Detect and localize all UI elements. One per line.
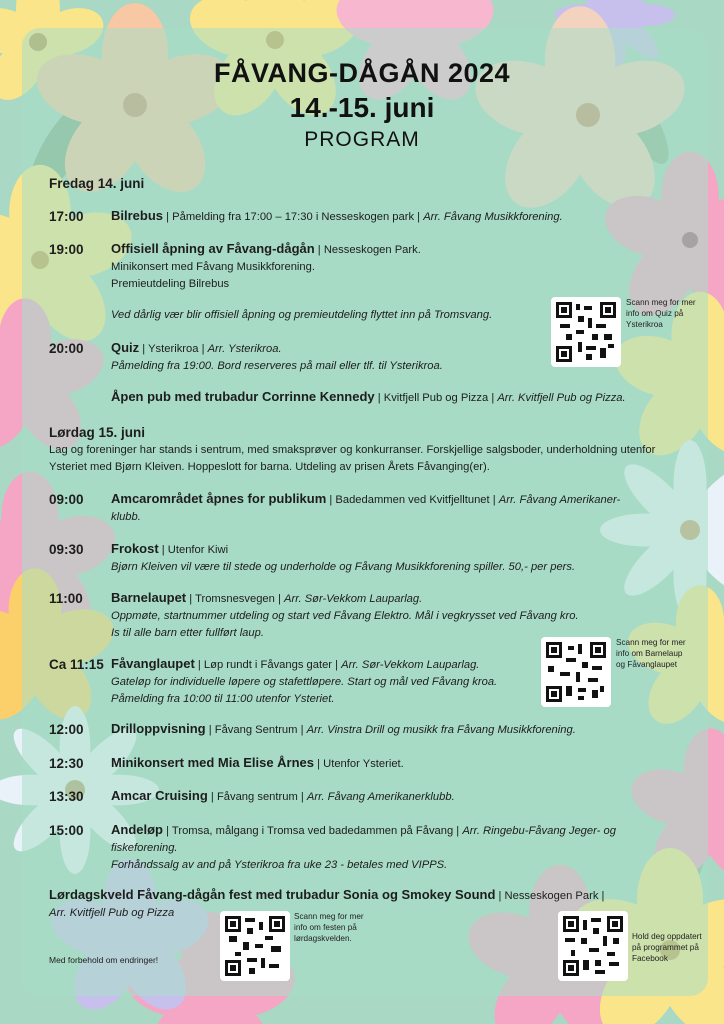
- event-time: 09:30: [49, 542, 84, 557]
- event-details: Badedammen ved Kvitfjelltunet: [335, 494, 490, 506]
- event-details: Utenfor Ysteriet.: [323, 758, 404, 770]
- event-details: Påmelding fra 17:00 – 17:30 i Nesseskogen park: [172, 211, 415, 223]
- event-entry: Amcar Cruising | Fåvang sentrum | Arr. Fåvang Amerikanerklubb.: [111, 788, 455, 803]
- event-organizer: Arr. Kvitfjell Pub og Pizza.: [497, 392, 626, 404]
- event-time: 11:00: [49, 591, 83, 606]
- event-time: 12:00: [49, 722, 84, 737]
- saturday-intro: Lag og foreninger har stands i sentrum, med smaksprøver og konkurranser. Forskjellige salgsboder, underholdning utenfor Ysteriet med Bjørn Kleiven. Hoppeslott for barna. Utdeling av prisen Årets Fåvanging(er).: [49, 444, 656, 473]
- event-details: Kvitfjell Pub og Pizza: [383, 392, 489, 404]
- day-heading-saturday: Lørdag 15. juni: [49, 425, 146, 440]
- event-details: Nesseskogen Park: [504, 890, 599, 902]
- event-entry: Barnelaupet | Tromsnesvegen | Arr. Sør-Vekkom Lauparlag. Oppmøte, startnummer utdeling og start ved Fåvang Elektro. Mål i vegkrysset ved Fåvang kro. Is til alle barn etter fullført laup.: [111, 589, 671, 642]
- event-organizer: Arr. Fåvang Amerikanerklubb.: [306, 791, 455, 803]
- event-time: Ca 11:15: [49, 657, 104, 672]
- event-name: Lørdagskveld Fåvang-dågån fest med trubadur Sonia og Smokey Sound: [49, 887, 496, 902]
- qr-code-facebook[interactable]: [558, 911, 628, 981]
- event-organizer: Arr. Vinstra Drill og musikk fra Fåvang Musikkforening.: [306, 724, 576, 736]
- event-name: Quiz: [111, 340, 140, 355]
- event-name: Bilrebus: [111, 208, 164, 223]
- page-title: FÅVANG-DÅGÅN 2024: [213, 58, 511, 88]
- qr-icon: [225, 916, 285, 976]
- event-name: Amcar Cruising: [111, 788, 208, 803]
- event-entry: Amcarområdet åpnes for publikum | Badedammen ved Kvitfjelltunet | Arr. Fåvang Amerikaner- klubb.: [111, 490, 671, 526]
- event-entry: Drilloppvisning | Fåvang Sentrum | Arr. Vinstra Drill og musikk fra Fåvang Musikkforening.: [111, 721, 576, 736]
- qr-code-laup[interactable]: [541, 637, 611, 707]
- day-heading-friday: Fredag 14. juni: [49, 176, 145, 191]
- event-entry: Fåvanglaupet | Løp rundt i Fåvangs gater | Arr. Sør-Vekkom Lauparlag. Gateløp for individuelle løpere og stafettløpere. Start og mål ved Fåvang kroa. Påmelding fra 10:00 til 11:00 utenfor Ysteriet.: [111, 655, 531, 708]
- event-time: 09:00: [49, 492, 84, 507]
- event-entry: Åpen pub med trubadur Corrinne Kennedy | Kvitfjell Pub og Pizza | Arr. Kvitfjell Pub og Pizza.: [111, 389, 626, 404]
- event-note: Is til alle barn etter fullført laup.: [111, 627, 264, 639]
- event-time: 17:00: [49, 209, 84, 224]
- event-name: Barnelaupet: [111, 590, 187, 605]
- qr-caption: Hold deg oppdatert på programmet på Facebook: [632, 932, 702, 963]
- event-organizer: Arr. Kvitfjell Pub og Pizza: [49, 907, 175, 919]
- event-organizer: Arr. Ysterikroa.: [207, 343, 282, 355]
- event-details: Tromsa, målgang i Tromsa ved badedammen på Fåvang: [171, 825, 454, 837]
- event-entry: Quiz | Ysterikroa | Arr. Ysterikroa. Påmelding fra 19:00. Bord reserveres på mail eller tlf. til Ysterikroa.: [111, 339, 541, 375]
- event-entry: Frokost | Utenfor Kiwi Bjørn Kleiven vil være til stede og underholde og Fåvang Musikkforening spiller. 50,- per pers.: [111, 540, 671, 576]
- event-time: 13:30: [49, 789, 84, 804]
- event-name: Åpen pub med trubadur Corrinne Kennedy: [111, 389, 375, 404]
- event-organizer: Arr. Sør-Vekkom Lauparlag.: [284, 593, 423, 605]
- event-name: Amcarområdet åpnes for publikum: [111, 491, 327, 506]
- event-time: 19:00: [49, 242, 84, 257]
- event-details: Løp rundt i Fåvangs gater: [203, 659, 333, 671]
- event-organizer-cont: klubb.: [111, 511, 141, 523]
- event-name: Fåvanglaupet: [111, 656, 195, 671]
- event-details: Fåvang Sentrum: [214, 724, 298, 736]
- page-subtitle: PROGRAM: [304, 128, 420, 151]
- event-name: Minikonsert med Mia Elise Årnes: [111, 755, 315, 770]
- event-entry: Lørdagskveld Fåvang-dågån fest med trubadur Sonia og Smokey Sound | Nesseskogen Park | Arr. Kvitfjell Pub og Pizza: [49, 886, 669, 922]
- disclaimer-note: Med forbehold om endringer!: [49, 955, 159, 965]
- event-details: Utenfor Kiwi: [167, 544, 229, 556]
- event-name: Andeløp: [111, 822, 163, 837]
- event-time: 20:00: [49, 341, 84, 356]
- event-name: Drilloppvisning: [111, 721, 206, 736]
- event-details: Tromsnesvegen: [195, 593, 275, 605]
- event-line: Premieutdeling Bilrebus: [111, 278, 230, 290]
- event-entry: Offisiell åpning av Fåvang-dågån | Nesseskogen Park. Minikonsert med Fåvang Musikkforening. Premieutdeling Bilrebus: [111, 240, 631, 293]
- qr-icon: [546, 642, 606, 702]
- event-dates: 14.-15. juni: [289, 92, 435, 123]
- event-organizer: Arr. Fåvang Musikkforening.: [423, 211, 563, 223]
- qr-caption: Scann meg for mer info om Barnelaup og Fåvanglaupet: [616, 638, 686, 669]
- event-details: Fåvang sentrum: [216, 791, 298, 803]
- event-name: Frokost: [111, 541, 159, 556]
- event-note: Bjørn Kleiven vil være til stede og underholde og Fåvang Musikkforening spiller. 50,- per pers.: [111, 561, 576, 573]
- event-note: Påmelding fra 19:00. Bord reserveres på mail eller tlf. til Ysterikroa.: [111, 360, 443, 372]
- event-note: Forhåndssalg av and på Ysterikroa fra uke 23 - betales med VIPPS.: [111, 859, 448, 871]
- qr-caption: Scann meg for mer info om festen på lørdagskvelden.: [294, 912, 364, 943]
- qr-icon: [563, 916, 623, 976]
- qr-code-fest[interactable]: [220, 911, 290, 981]
- event-name: Offisiell åpning av Fåvang-dågån: [111, 241, 315, 256]
- event-details: Nesseskogen Park.: [323, 244, 421, 256]
- event-note: Ved dårlig vær blir offisiell åpning og premieutdeling flyttet inn på Tromsvang.: [111, 309, 493, 321]
- qr-caption: Scann meg for mer info om Quiz på Ysterikroa: [626, 298, 696, 329]
- event-entry: Andeløp | Tromsa, målgang i Tromsa ved badedammen på Fåvang | Arr. Ringebu-Fåvang Jeger- og fiskeforening. Forhåndssalg av and på Ysterikroa fra uke 23 - betales med VIPPS.: [111, 821, 671, 874]
- event-time: 15:00: [49, 823, 84, 838]
- event-organizer: Arr. Sør-Vekkom Lauparlag.: [341, 659, 480, 671]
- event-organizer: Arr. Fåvang Amerikaner-: [498, 494, 621, 506]
- event-note: Oppmøte, startnummer utdeling og start ved Fåvang Elektro. Mål i vegkrysset ved Fåvang kro.: [111, 610, 579, 622]
- qr-icon: [556, 302, 616, 362]
- qr-code-quiz[interactable]: [551, 297, 621, 367]
- event-organizer: Arr. Ringebu-Fåvang Jeger- og: [462, 825, 616, 837]
- event-note: Påmelding fra 10:00 til 11:00 utenfor Ysteriet.: [111, 693, 335, 705]
- event-entry: Bilrebus | Påmelding fra 17:00 – 17:30 i Nesseskogen park | Arr. Fåvang Musikkforening.: [111, 208, 563, 223]
- event-line: Minikonsert med Fåvang Musikkforening.: [111, 261, 315, 273]
- event-time: 12:30: [49, 756, 84, 771]
- event-details: Ysterikroa: [148, 343, 199, 355]
- event-entry: Minikonsert med Mia Elise Årnes | Utenfor Ysteriet.: [111, 755, 404, 770]
- event-organizer-cont: fiskeforening.: [111, 842, 178, 854]
- event-note: Gateløp for individuelle løpere og stafettløpere. Start og mål ved Fåvang kroa.: [111, 676, 498, 688]
